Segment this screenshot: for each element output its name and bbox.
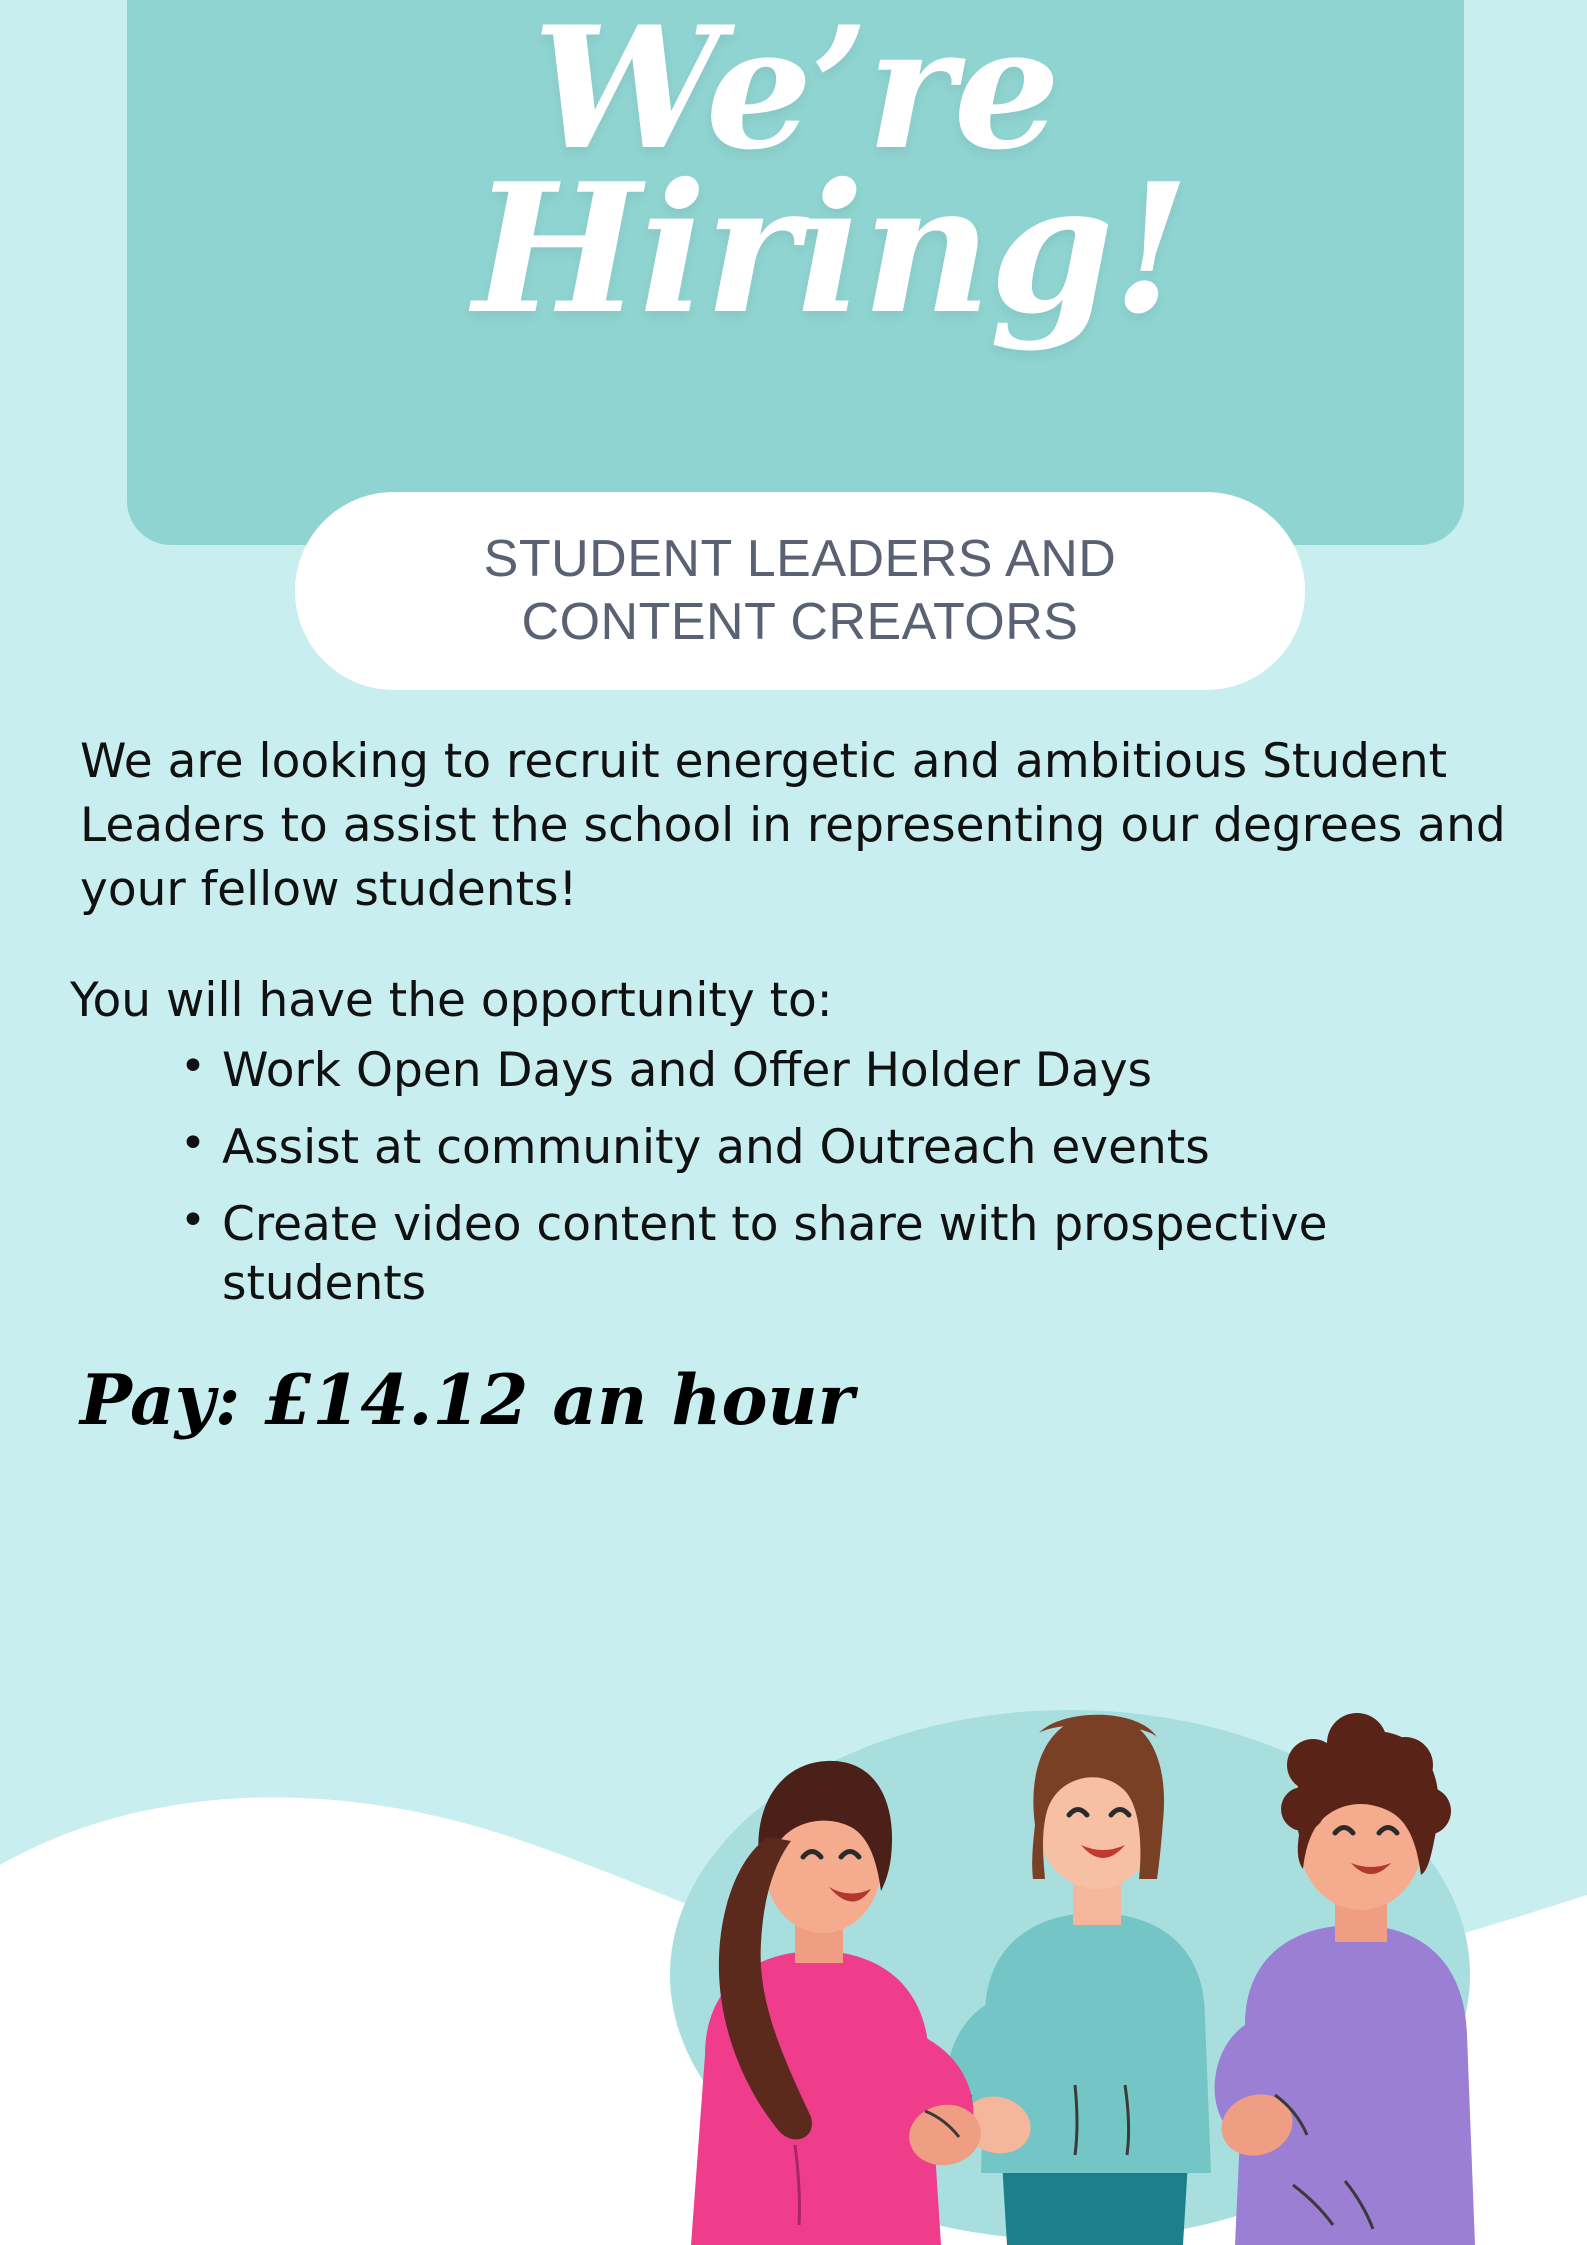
- subtitle-line-1: STUDENT LEADERS AND: [483, 529, 1117, 588]
- list-item: • Create video content to share with prospective students: [180, 1195, 1540, 1313]
- body-copy: [70, 730, 1540, 1441]
- headline-line-2: Hiring!: [472, 144, 1189, 354]
- headline: [127, 0, 1464, 354]
- three-students-talking-illustration: [645, 1625, 1485, 2245]
- subtitle-pill: [295, 492, 1305, 690]
- opportunity-lead: You will have the opportunity to:: [70, 972, 833, 1028]
- subtitle-text: [484, 528, 1117, 655]
- list-item: • Assist at community and Outreach events: [180, 1118, 1540, 1177]
- opportunity-list: [70, 1041, 1540, 1314]
- pay-line: Pay: £14.12 an hour: [80, 1359, 855, 1441]
- list-item: • Work Open Days and Offer Holder Days: [180, 1041, 1540, 1100]
- intro-paragraph: We are looking to recruit energetic and ambitious Student Leaders to assist the school in representing our degrees and your fellow students!: [80, 734, 1506, 917]
- subtitle-line-2: CONTENT CREATORS: [521, 593, 1079, 651]
- headline-line-1: We’re: [532, 0, 1059, 187]
